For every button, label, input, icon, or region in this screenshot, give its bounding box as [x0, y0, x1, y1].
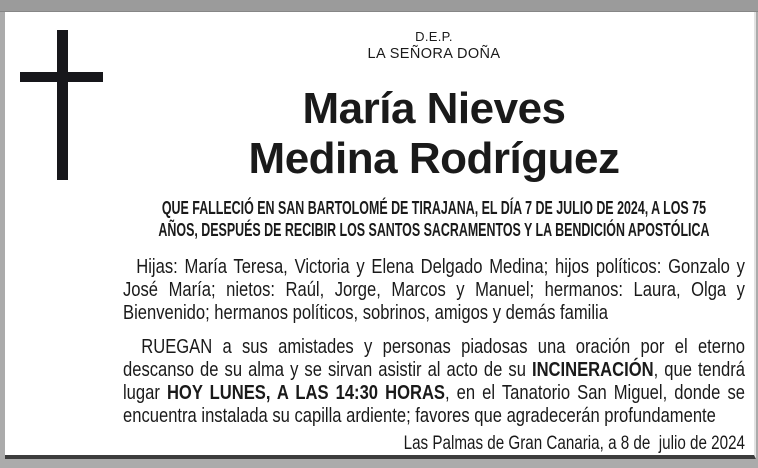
- deceased-name-line2: Medina Rodríguez: [248, 134, 620, 183]
- place-date-line: Las Palmas de Gran Canaria, a 8 de julio de 2024: [403, 433, 745, 454]
- family-paragraph: Hijas: María Teresa, Victoria y Elena Delgado Medina; hijos políticos: Gonzalo y José María; nietos: Raúl, Jorge, Marcos y Manuel; hermanos: Laura, Olga y Bienvenido; hermanos políticos, sobrinos, amigos y demás familia: [123, 256, 745, 324]
- death-statement-line2: AÑOS, DESPUÉS DE RECIBIR LOS SANTOS SACRAMENTOS Y LA BENDICIÓN APOSTÓLICA: [158, 219, 710, 240]
- top-frame-bar: [0, 0, 758, 12]
- deceased-name-line1: María Nieves: [302, 84, 566, 133]
- dep-abbreviation: D.E.P.: [415, 29, 453, 44]
- cross-horizontal-bar: [20, 72, 103, 82]
- cross-vertical-bar: [57, 30, 68, 180]
- death-statement: [123, 198, 745, 241]
- request-paragraph: RUEGAN a sus amistades y personas piadosas una oración por el eterno descanso de su alma y se sirvan asistir al acto de su INCINERACIÓN, que tendrá lugar HOY LUNES, A LAS 14:30 HORAS, en el Tanatorio San Miguel, donde se encuentra instalada su capilla ardiente; favores que agradecerán profundamente: [123, 336, 745, 427]
- death-statement-line1: QUE FALLECIÓ EN SAN BARTOLOMÉ DE TIRAJANA, EL DÍA 7 DE JULIO DE 2024, A LOS 75: [161, 198, 707, 218]
- notice-content: [123, 12, 745, 455]
- obituary-card: [5, 12, 756, 459]
- latin-cross-icon: [20, 30, 103, 180]
- honorific-line: LA SEÑORA DOÑA: [367, 46, 501, 62]
- deceased-name: [123, 84, 745, 184]
